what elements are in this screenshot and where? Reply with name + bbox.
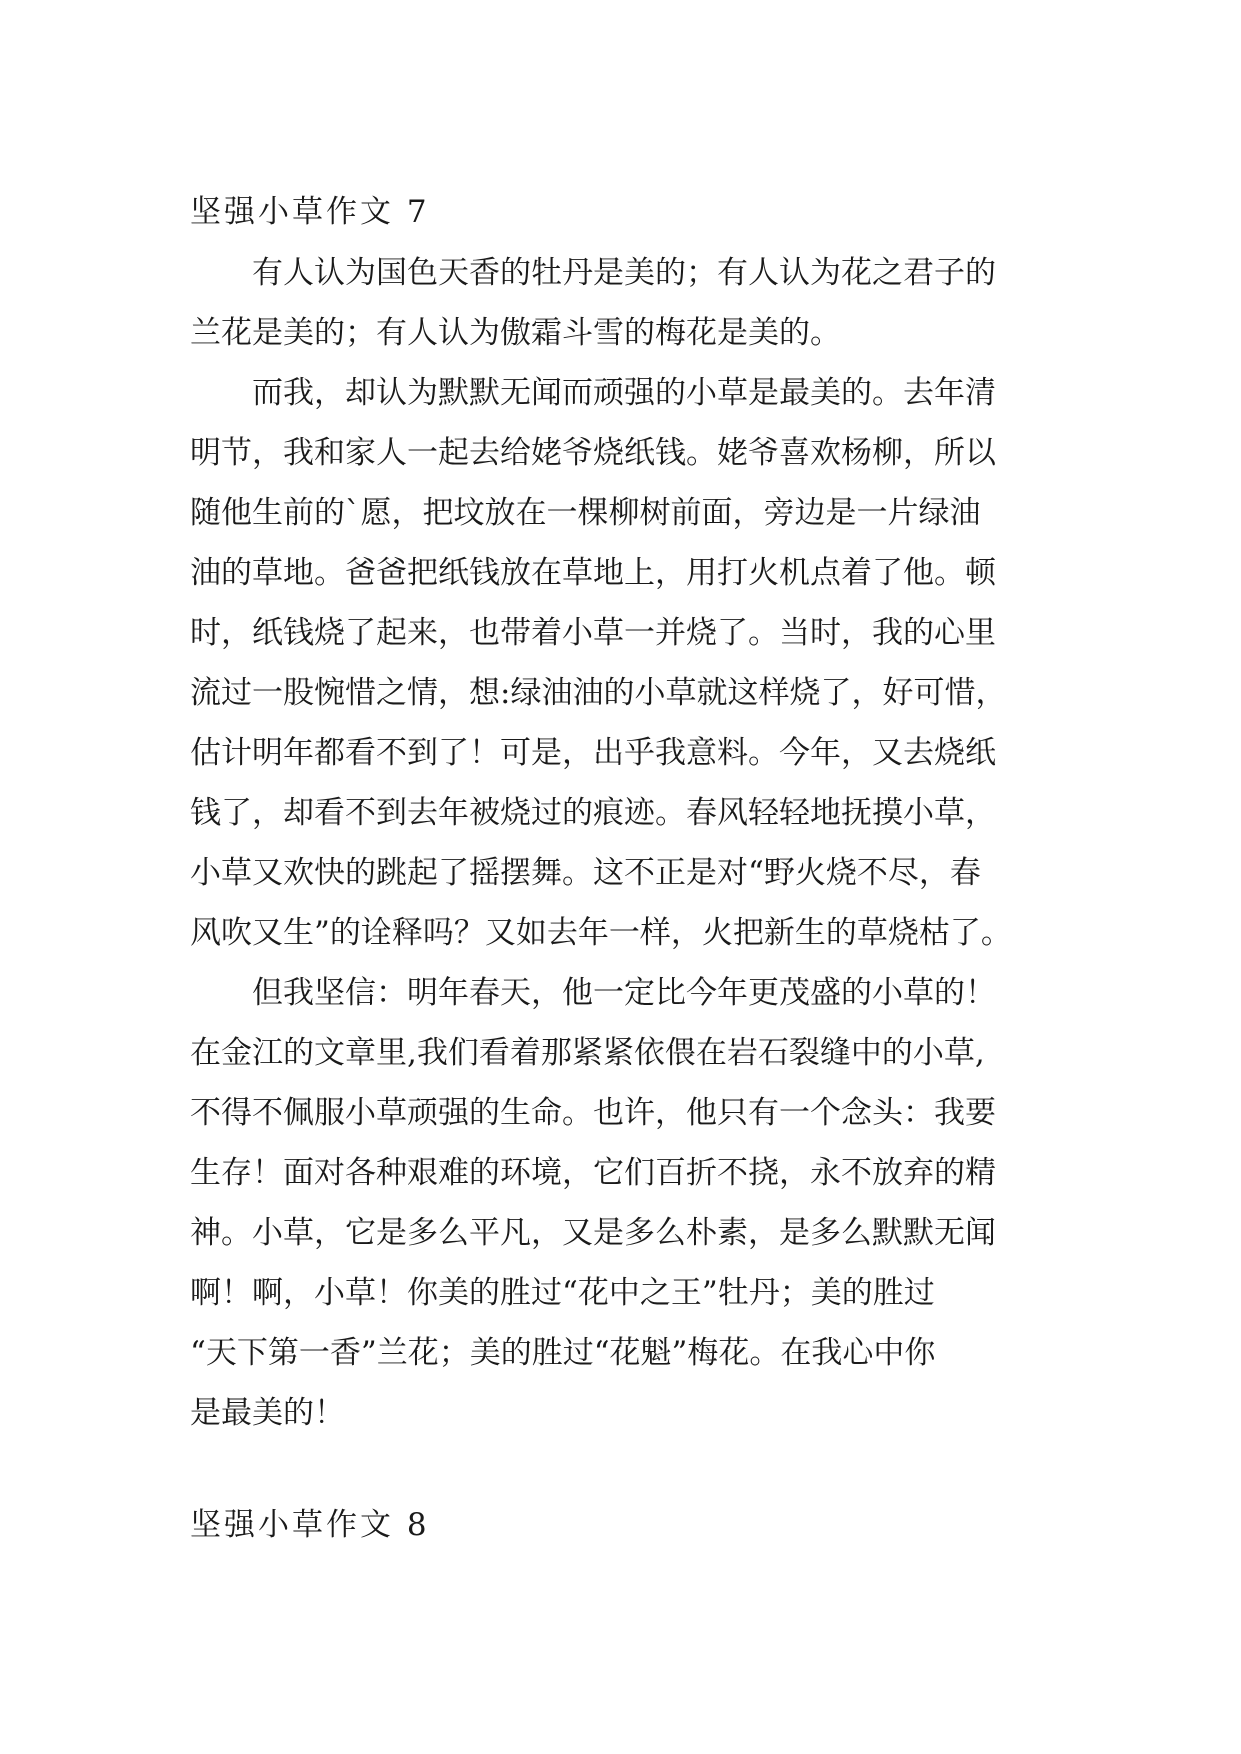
paragraph-line: 在金江的文章里,我们看着那紧紧依偎在岩石裂缝中的小草,: [190, 1035, 985, 1071]
paragraph-line: 钱了，却看不到去年被烧过的痕迹。春风轻轻地抚摸小草，: [190, 795, 996, 831]
section-heading: 坚强小草作文 8: [190, 1507, 430, 1543]
paragraph-line: 估计明年都看不到了！可是，出乎我意料。今年，又去烧纸: [190, 735, 996, 771]
paragraph-line: 兰花是美的；有人认为傲霜斗雪的梅花是美的。: [190, 315, 841, 351]
paragraph-line: 油的草地。爸爸把纸钱放在草地上，用打火机点着了他。顿: [190, 555, 996, 591]
paragraph-line: 而我，却认为默默无闻而顽强的小草是最美的。去年清: [252, 375, 996, 411]
paragraph-line: 但我坚信：明年春天，他一定比今年更茂盛的小草的！: [252, 975, 996, 1011]
paragraph-line: “天下第一香”兰花；美的胜过“花魁”梅花。在我心中你: [190, 1335, 936, 1371]
section-heading: 坚强小草作文 7: [190, 194, 430, 230]
paragraph-line: 神。小草，它是多么平凡，又是多么朴素，是多么默默无闻: [190, 1215, 996, 1251]
paragraph-line: 明节，我和家人一起去给姥爷烧纸钱。姥爷喜欢杨柳，所以: [190, 435, 996, 471]
paragraph-line: 小草又欢快的跳起了摇摆舞。这不正是对“野火烧不尽，春: [190, 855, 981, 891]
paragraph-line: 风吹又生”的诠释吗？又如去年一样，火把新生的草烧枯了。: [190, 915, 1012, 951]
paragraph-line: 是最美的！: [190, 1395, 345, 1431]
paragraph-line: 时，纸钱烧了起来，也带着小草一并烧了。当时，我的心里: [190, 615, 996, 651]
paragraph-line: 不得不佩服小草顽强的生命。也许，他只有一个念头：我要: [190, 1095, 996, 1131]
paragraph-line: 随他生前的`愿，把坟放在一棵柳树前面，旁边是一片绿油: [190, 495, 981, 531]
paragraph-line: 有人认为国色天香的牡丹是美的；有人认为花之君子的: [252, 255, 996, 291]
paragraph-line: 流过一股惋惜之情，想:绿油油的小草就这样烧了，好可惜，: [190, 675, 1007, 711]
paragraph-line: 生存！面对各种艰难的环境，它们百折不挠，永不放弃的精: [190, 1155, 996, 1191]
paragraph-line: 啊！啊，小草！你美的胜过“花中之王”牡丹；美的胜过: [190, 1275, 935, 1311]
